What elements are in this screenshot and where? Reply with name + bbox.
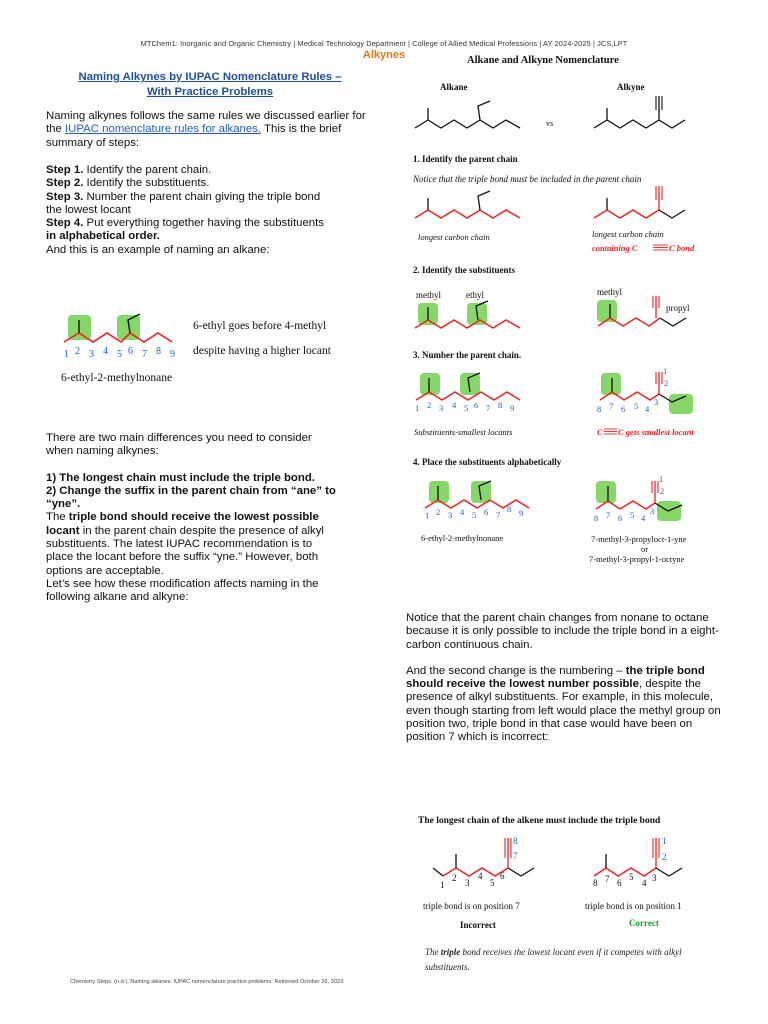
svg-text:1: 1 <box>425 510 430 520</box>
step1-title: 1. Identify the parent chain <box>413 154 518 164</box>
step-1: Step 1. Identify the parent chain. <box>46 164 212 176</box>
svg-text:C gets smallest locant: C gets smallest locant <box>618 427 694 437</box>
incorrect-verdict: Incorrect <box>460 920 496 930</box>
step1-note: Notice that the triple bond must be included in the parent chain <box>413 174 642 184</box>
intro-summary: This is the brief summary of steps: <box>46 123 342 149</box>
svg-text:2: 2 <box>664 378 669 388</box>
svg-text:2: 2 <box>427 400 432 410</box>
figure-title: Alkane and Alkyne Nomenclature <box>467 55 619 66</box>
difference-2: 2) Change the suffix in the parent chain from “ane” to “yne”. <box>46 484 336 511</box>
svg-text:5: 5 <box>629 872 634 882</box>
svg-text:8: 8 <box>597 404 602 414</box>
lowest-locant-paragraph: The triple bond should receive the lowest possible locant in the parent chain despite the presence of alkyl substituents. The latest IUPAC recommendation is to place the locant before the suffix “yne.” However, both options are acceptable. <box>46 511 324 577</box>
step-2: Step 2. Identify the substituents. <box>46 177 210 190</box>
step3-title: 3. Number the parent chain. <box>413 350 522 360</box>
svg-text:1: 1 <box>663 366 668 376</box>
svg-text:4: 4 <box>642 878 647 888</box>
svg-text:4: 4 <box>645 404 650 414</box>
step4-title: 4. Place the substituents alphabetically <box>413 457 562 467</box>
alkane-note-2: despite having a higher locant <box>193 345 331 357</box>
svg-text:C bond: C bond <box>669 243 695 253</box>
svg-text:2: 2 <box>662 852 667 862</box>
alkane-label: Alkane <box>440 82 468 92</box>
svg-text:6: 6 <box>500 871 505 881</box>
svg-text:1: 1 <box>415 403 420 413</box>
alkane-note-1: 6-ethyl goes before 4-methyl <box>193 320 327 332</box>
document-topic: Alkynes <box>362 49 406 61</box>
vs-label: vs <box>546 119 554 128</box>
svg-text:7: 7 <box>609 401 614 411</box>
alkyne-label: Alkyne <box>617 82 645 92</box>
bottom-figure-note: The triple bond receives the lowest locant even if it competes with alkyl substituents. <box>425 947 682 972</box>
svg-text:7: 7 <box>513 851 518 861</box>
course-header: MTChem1: Inorganic and Organic Chemistry | Medical Technology Department | College of Allied Medical Professions | AY 2024-2025 | JCS,LPT <box>140 39 628 48</box>
svg-text:3: 3 <box>439 403 444 413</box>
label-methyl-2: methyl <box>597 287 622 297</box>
svg-text:5: 5 <box>634 401 639 411</box>
svg-text:C: C <box>597 427 603 437</box>
incorrect-caption: triple bond is on position 7 <box>423 901 520 911</box>
svg-text:3: 3 <box>448 510 453 520</box>
svg-text:6: 6 <box>474 400 479 410</box>
step-4: Step 4. Put everything together having the substituents in alphabetical order. <box>46 217 324 243</box>
label-ethyl: ethyl <box>466 290 484 300</box>
locant-9: 9 <box>170 349 175 360</box>
svg-text:2: 2 <box>436 507 441 517</box>
svg-text:4: 4 <box>460 507 465 517</box>
svg-text:5: 5 <box>472 510 477 520</box>
locant-8: 8 <box>156 346 161 357</box>
caption-substituents: Substituents-smallest locants <box>414 427 513 437</box>
numbering-paragraph: And the second change is the numbering – the triple bond should receive the lowest number possible, despite the presence of alkyl substituents. For example, in this molecule, even though starting from left would place the methyl group on position two, triple bond in that case would have been on position 7 which is incorrect: <box>406 664 721 744</box>
svg-text:7: 7 <box>605 874 610 884</box>
svg-text:8: 8 <box>498 400 503 410</box>
svg-text:4: 4 <box>452 400 457 410</box>
svg-text:6: 6 <box>484 507 489 517</box>
svg-text:7: 7 <box>606 510 611 520</box>
name-alkyne-2: 7-methyl-3-propyl-1-octyne <box>589 554 685 564</box>
svg-text:7: 7 <box>496 510 501 520</box>
name-alkyne-1: 7-methyl-3-propyloct-1-yne <box>591 534 687 544</box>
article-title-line1: Naming Alkynes by IUPAC Nomenclature Rules – <box>78 71 342 83</box>
caption-longest-alkyne: longest carbon chain <box>592 229 664 239</box>
intro-paragraph: Naming alkynes follows the same rules we discussed earlier for the IUPAC nomenclature rules for alkanes. This is the brief summary of steps: <box>46 110 366 149</box>
svg-text:9: 9 <box>510 403 515 413</box>
locant-7: 7 <box>142 349 147 360</box>
svg-text:2: 2 <box>660 486 665 496</box>
locant-5: 5 <box>117 349 122 360</box>
svg-text:8: 8 <box>593 878 598 888</box>
svg-text:5: 5 <box>490 878 495 888</box>
name-or: or <box>641 544 649 554</box>
modification-paragraph: Let’s see how these modification affects naming in the following alkane and alkyne: <box>46 577 319 604</box>
svg-text:8: 8 <box>507 504 512 514</box>
svg-text:1: 1 <box>440 880 445 890</box>
svg-text:6: 6 <box>618 513 623 523</box>
caption-longest-alkane: longest carbon chain <box>418 232 490 242</box>
step-3: Step 3. Number the parent chain giving the triple bond the lowest locant <box>46 190 321 216</box>
svg-text:7: 7 <box>486 403 491 413</box>
svg-text:4: 4 <box>478 871 483 881</box>
svg-text:5: 5 <box>630 510 635 520</box>
locant-1: 1 <box>64 349 69 360</box>
example-intro: And this is an example of naming an alkane: <box>46 243 270 256</box>
svg-text:9: 9 <box>519 508 524 518</box>
svg-text:2: 2 <box>452 873 457 883</box>
iupac-alkanes-link[interactable]: IUPAC nomenclature rules for alkanes. <box>65 123 262 136</box>
correct-verdict: Correct <box>629 918 659 928</box>
locant-2: 2 <box>75 346 80 357</box>
svg-text:3: 3 <box>652 873 657 883</box>
article-title-line2: With Practice Problems <box>146 86 274 98</box>
svg-text:4: 4 <box>641 513 646 523</box>
correct-caption: triple bond is on position 1 <box>585 901 682 911</box>
correct-main-chain <box>594 868 656 876</box>
svg-text:6: 6 <box>621 404 626 414</box>
svg-text:1: 1 <box>659 474 664 484</box>
locant-4: 4 <box>103 346 108 357</box>
locant-3: 3 <box>89 349 94 360</box>
svg-text:1: 1 <box>662 836 667 846</box>
svg-text:8: 8 <box>594 513 599 523</box>
svg-text:containing C: containing C <box>592 243 638 253</box>
bottom-figure-title: The longest chain of the alkene must include the triple bond <box>418 816 661 826</box>
parent-chain-paragraph: Notice that the parent chain changes from nonane to octane because it is only possible to include the triple bond in a eight-carbon continuous chain. <box>406 612 719 651</box>
incorrect-locants <box>440 836 518 890</box>
name-alkane: 6-ethyl-2-methylnonane <box>421 533 504 543</box>
svg-text:8: 8 <box>513 836 518 846</box>
svg-text:3: 3 <box>465 878 470 888</box>
svg-text:6: 6 <box>617 878 622 888</box>
svg-text:5: 5 <box>464 403 469 413</box>
svg-text:3: 3 <box>650 506 655 516</box>
locant-6: 6 <box>128 346 133 357</box>
label-propyl: propyl <box>666 303 690 313</box>
footer-citation: Chemistry Steps. (n.d.). Naming alkanes: IUPAC nomenclature practice problems. Retrieved October 26, 2023. <box>70 979 345 985</box>
alkane-example-name: 6-ethyl-2-methylnonane <box>61 372 173 384</box>
differences-intro: There are two main differences you need to consider when naming alkynes: <box>46 432 312 458</box>
svg-text:3: 3 <box>654 397 659 407</box>
step2-title: 2. Identify the substituents <box>413 265 516 275</box>
difference-1: 1) The longest chain must include the triple bond. <box>46 471 315 484</box>
label-methyl: methyl <box>416 290 441 300</box>
